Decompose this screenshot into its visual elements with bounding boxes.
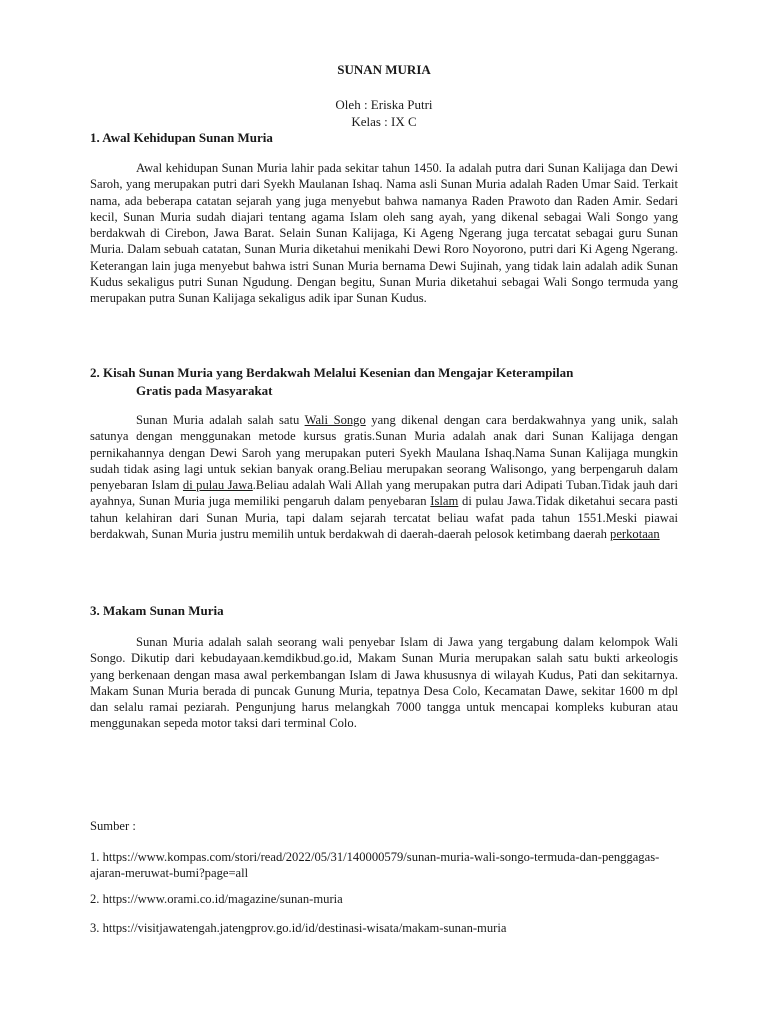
section-2-heading-line2: Gratis pada Masyarakat (136, 383, 273, 398)
source-item-3[interactable]: 3. https://visitjawatengah.jatengprov.go.id/id/destinasi-wisata/makam-sunan-muria (90, 921, 507, 935)
section-2-paragraph (90, 412, 678, 542)
source-item-2[interactable]: 2. https://www.orami.co.id/magazine/sunan-muria (90, 892, 343, 906)
author-line: Oleh : Eriska Putri (335, 97, 433, 112)
document-title: SUNAN MURIA (337, 62, 431, 77)
section-3-heading: 3. Makam Sunan Muria (90, 603, 224, 618)
section-2-text-c: .Beliau adalah Wali Allah yang merupakan putra dari Adipati Tuban.Tidak jauh dari ayahnya, Sunan Muria juga memiliki pengaruh dalam penyebaran (90, 478, 678, 509)
section-3-paragraph: Sunan Muria adalah salah seorang wali penyebar Islam di Jawa yang tergabung dalam kelompok Wali Songo. Dikutip dari kebudayaan.kemdikbud.go.id, Makam Sunan Muria merupakan salah satu bukti arkeologis yang berkenaan dengan masa awal perkembangan Islam di Jawa khususnya di wilayah Kudus, Pati dan sekitarnya. Makam Sunan Muria berada di puncak Gunung Muria, tepatnya Desa Colo, Kecamatan Dawe, sekitar 1600 m dpl dan selalu ramai peziarah. Pengunjung harus melangkah 7000 tangga untuk mencapai kompleks kuburan atau menggunakan sepeda motor taksi dari terminal Colo. (90, 635, 678, 731)
link-perkotaan[interactable]: perkotaan (610, 527, 660, 542)
section-2-text-a: Sunan Muria adalah salah satu (136, 413, 305, 427)
class-line: Kelas : IX C (351, 114, 417, 129)
sources-label: Sumber : (90, 819, 136, 833)
link-di-pulau-jawa[interactable]: di pulau Jawa (182, 478, 253, 493)
section-2-text-d: di pulau Jawa.Tidak diketahui secara pasti tahun kelahiran dari Sunan Muria, tapi dalam sejarah tercatat beliau wafat pada tahun 1551.Meski piawai berdakwah, Sunan Muria justru memilih untuk berdakwah di daerah-daerah pelosok ketimbang daerah (90, 494, 678, 542)
section-1-paragraph: Awal kehidupan Sunan Muria lahir pada sekitar tahun 1450. Ia adalah putra dari Sunan Kalijaga dan Dewi Saroh, yang merupakan putri dari Syekh Maulanan Ishaq. Nama asli Sunan Muria adalah Raden Umar Said. Terkait nama, ada beberapa catatan sejarah yang juga menyebut bahwa namanya Raden Prawoto dan Raden Amir. Sedari kecil, Sunan Muria sudah diajari tentang agama Islam oleh sang ayah, yang dikenal sebagai Wali Songo yang berdakwah di Cirebon, Jawa Barat. Selain Sunan Kalijaga, Ki Ageng Ngerang juga tercatat sebagai guru Sunan Muria. Dalam sebuah catatan, Sunan Muria diketahui menikahi Dewi Roro Noyorono, putri dari Ki Ageng Ngerang. Keterangan lain juga menyebut bahwa istri Sunan Muria bernama Dewi Sujinah, yang tidak lain adalah adik Sunan Kudus sekaligus putri Sunan Ngudung. Dengan begitu, Sunan Muria diketahui sebagai Wali Songo termuda yang merupakan putra Sunan Kalijaga sekaligus adik ipar Sunan Kudus. (90, 161, 678, 306)
link-wali-songo[interactable]: Wali Songo (304, 413, 366, 427)
section-2-heading-line1: 2. Kisah Sunan Muria yang Berdakwah Melalui Kesenian dan Mengajar Keterampilan (90, 365, 574, 380)
section-2-text-b: yang dikenal dengan cara berdakwahnya yang unik, salah satunya dengan menggunakan metode kursus gratis.Sunan Muria adalah anak dari Sunan Kalijaga dengan pernikahannya dengan Dewi Saroh yang merupakan puteri Syekh Maulana Ishaq.Nama Sunan Kalijaga mungkin sudah tidak asing lagi untuk sekian banyak orang.Beliau merupakan seorang Walisongo, yang berpengaruh dalam penyebaran Islam (90, 413, 679, 493)
source-item-1[interactable]: 1. https://www.kompas.com/stori/read/2022/05/31/140000579/sunan-muria-wali-songo-termuda-dan-penggagas-ajaran-meruwat-bumi?page=all (90, 850, 660, 881)
link-islam[interactable]: Islam (430, 494, 459, 509)
section-1-heading: 1. Awal Kehidupan Sunan Muria (90, 130, 273, 145)
section-2-heading (90, 364, 690, 400)
